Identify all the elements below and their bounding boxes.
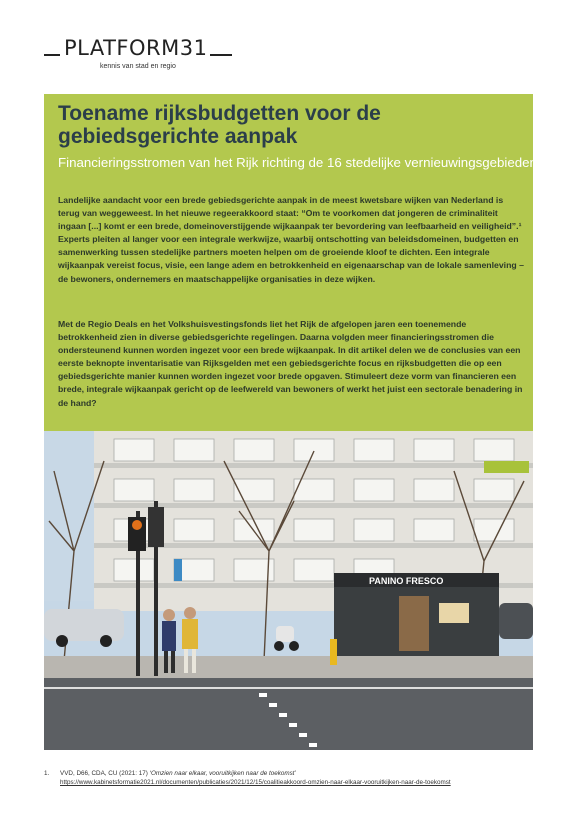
footnote-number: 1.	[44, 770, 50, 777]
footnote-text: VVD, D66, CDA, CU (2021: 17)	[60, 770, 150, 777]
logo-rule-right	[210, 54, 232, 56]
footnote	[44, 769, 533, 787]
street-scene-illustration	[44, 431, 533, 750]
title-line-1: Toename rijksbudgetten voor de	[58, 102, 381, 125]
footnote-italic: ‘Omzien naar elkaar, vooruitkijken naar de toekomst’	[149, 770, 296, 777]
article-subtitle: Financieringsstromen van het Rijk richting de 16 stedelijke vernieuwingsgebieden	[58, 155, 537, 170]
logo-tagline: kennis van stad en regio	[100, 63, 176, 70]
intro-paragraph-1: Landelijke aandacht voor een brede gebiedsgerichte aanpak in de meest kwetsbare wijken van Nederland is terug van weggeweest. In het nieuwe regeerakkoord staat: “Om te voorkomen dat jongeren de criminaliteit ingaan [...] komt er een brede, domeinoverstijgende wijkaanpak ter bevordering van leefbaarheid en veiligheid”.¹ Experts pleiten al langer voor een integrale werkwijze, waarbij ontschotting van beleidsdomeinen, budgetten en samenwerking tussen stedelijke partners moeten helpen om de groeiende kloof te dichten. Een integrale wijkaanpak vereist focus, visie, een lange adem en betrokkenheid en eigenaarschap van de lokale samenleving – de bewoners, ondernemers en maatschappelijke organisaties in deze wijken.	[58, 195, 524, 284]
shop-sign: PANINO FRESCO	[369, 576, 444, 586]
street-photo	[44, 431, 533, 750]
title-line-2: gebiedsgerichte aanpak	[58, 125, 298, 148]
intro-paragraph-2: Met de Regio Deals en het Volkshuisvestingsfonds liet het Rijk de afgelopen jaren een toenemende betrokkenheid zien in diverse gebiedsgerichte regelingen. Daarna volgden meer financieringsstromen die ondersteunend kunnen worden ingezet voor een brede wijkaanpak. In dit artikel delen we de conclusies van een eerste beknopte inventarisatie van Rijksgelden met een gebiedsgerichte focus en rijksbudgetten die op een gebiedsgerichte manier kunnen worden ingezet voor brede opgaven. Stimuleert deze vorm van financieren een brede, integrale wijkaanpak gericht op de leefwereld van bewoners of werkt het juist een sectorale benadering in de hand?	[58, 319, 523, 408]
footnote-link[interactable]: https://www.kabinetsformatie2021.nl/documenten/publicaties/2021/12/15/coalitieakkoord-omzien-naar-elkaar-vooruitkijken-naar-de-toekomst	[60, 779, 451, 786]
platform31-logo	[44, 36, 234, 76]
article-title	[58, 102, 528, 148]
logo-rule-left	[44, 54, 60, 56]
logo-text: PLATFORM31	[64, 36, 208, 60]
